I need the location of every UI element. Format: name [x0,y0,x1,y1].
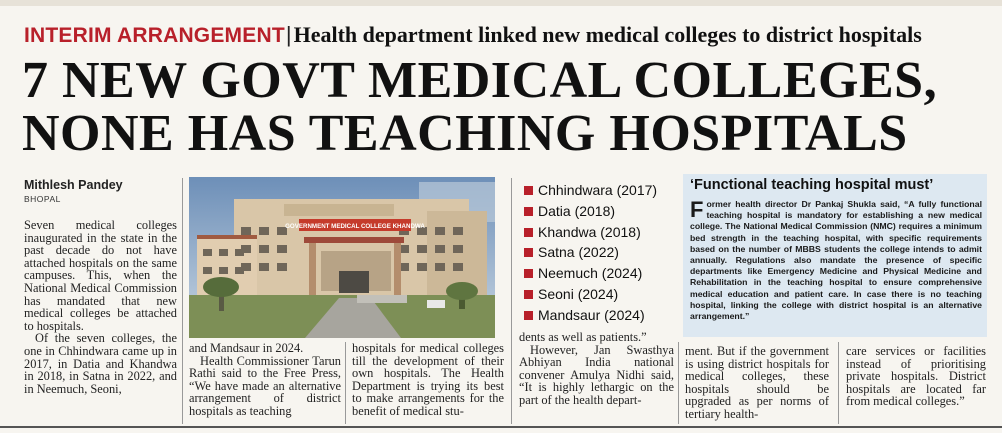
story-column-4 [519,331,674,407]
story-paragraph: hospitals for medical colleges till the development of their own hospitals. The Health Department is trying its best to make arrangements for the benefit of medical stu- [352,341,504,418]
story-column-6 [846,345,986,408]
college-list-item: Seoni (2024) [524,284,657,305]
sidebar-body-text: ormer health director Dr Pankaj Shukla said, “A fully functional teaching hospital is mandatory for establishing a new medical college. The National Medical Commission (NMC) requires a minimum bed strength in the teaching hospital, with specific requirements based on the number of MBBS students the college intends to admit annually. Regulations also mandate the presence of specific departments like Emergency Medicine and Physical Medicine and Rehabilitation in the teaching hospital to ensure comprehensive medical education and patient care. In case there is no teaching hospital, linking the college with district hospital is an alternative arrangement.” [690,199,982,322]
college-list [524,180,657,326]
column-rule [182,178,183,424]
story-paragraph: Seven medical colleges inaugurated in the state in the past decade do not have attached hospitals on the same campuses. This, when the National Medical Commission has mandated that new medical colleges be attached to hospitals. [24,218,177,333]
bullet-square-icon [524,228,533,237]
sidebar-title: ‘Functional teaching hospital must’ [690,177,934,193]
byline-place: BHOPAL [24,194,61,204]
bullet-square-icon [524,248,533,257]
story-paragraph: Health Commissioner Tarun Rathi said to the Free Press, “We have made an alternative arrangement of district hospitals as teaching [189,353,341,418]
kicker-deck: Health department linked new medical colleges to district hospitals [293,22,922,47]
story-paragraph: dents as well as patients.” [519,330,647,344]
building-illustration [189,177,495,338]
story-paragraph: ment. But if the government is using district hospitals for medical colleges, these hospitals should be upgraded as per norms of tertiary health- [685,344,829,421]
medical-college-photo [189,177,495,338]
bullet-square-icon [524,290,533,299]
sidebar-body [690,199,982,322]
headline-line-2: NONE HAS TEACHING HOSPITALS [22,105,908,162]
bottom-rule [0,426,1002,428]
story-column-5 [685,345,829,421]
bullet-square-icon [524,311,533,320]
headline-line-1: 7 NEW GOVT MEDICAL COLLEGES, [22,52,938,109]
column-rule [511,178,512,424]
kicker-label: INTERIM ARRANGEMENT [24,24,285,47]
story-column-3 [352,342,504,418]
column-rule [838,342,839,424]
story-column-1 [24,219,177,395]
kicker-separator: | [285,22,292,47]
column-rule [345,342,346,424]
college-list-item: Chhindwara (2017) [524,180,657,201]
headline [22,54,982,160]
drop-cap: F [690,197,704,222]
bullet-square-icon [524,269,533,278]
story-column-2 [189,342,341,418]
college-list-item: Datia (2018) [524,201,657,222]
building-sign-text: GOVERNMENT MEDICAL COLLEGE KHANDWA [285,223,425,230]
story-paragraph: and Mandsaur in 2024. [189,341,304,355]
college-list-item: Khandwa (2018) [524,222,657,243]
bullet-square-icon [524,207,533,216]
college-list-item: Neemuch (2024) [524,263,657,284]
bullet-square-icon [524,186,533,195]
column-rule [678,342,679,424]
college-list-item: Mandsaur (2024) [524,305,657,326]
college-list-item: Satna (2022) [524,242,657,263]
story-paragraph: Of the seven colleges, the one in Chhindwara came up in 2017, in Datia and Khandwa in 2018, in Satna in 2022, and in Neemuch, Seoni, [24,331,177,396]
kicker [24,22,922,48]
story-paragraph: care services or facilities instead of prioritising private hospitals. District hospitals are located far from medical colleges.” [846,344,986,409]
byline-author: Mithlesh Pandey [24,178,123,192]
top-band [0,0,1002,6]
story-paragraph: However, Jan Swasthya Abhiyan India national convener Amulya Nidhi said, “It is highly lethargic on the part of the health depart- [519,342,674,407]
